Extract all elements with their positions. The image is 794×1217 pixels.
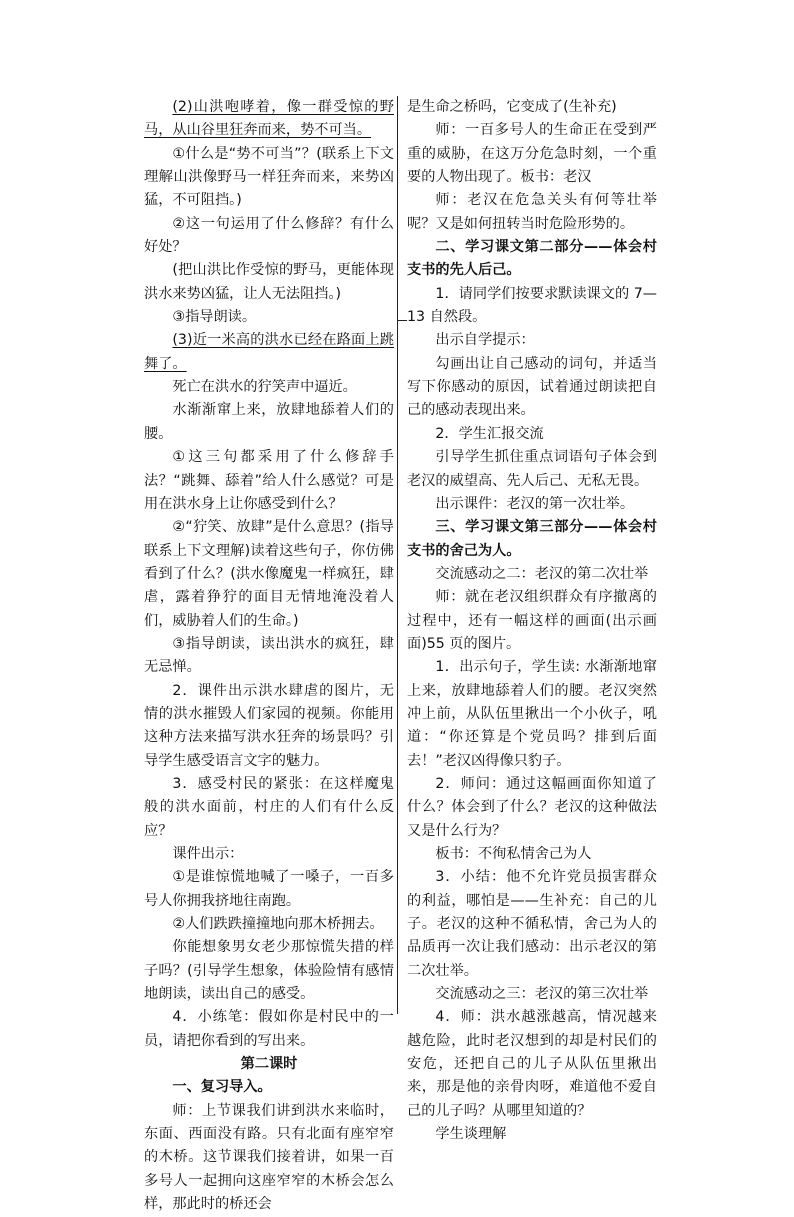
right-para-15: 板书：不徇私情舍己为人 xyxy=(435,846,592,862)
left-para-2: ②这一句运用了什么修辞？有什么好处？ xyxy=(144,215,394,256)
right-para-7: 2．学生汇报交流 xyxy=(435,425,544,442)
left-para-17: 4．小练笔：假如你是村民中的一员，请把你看到的写出来。 xyxy=(144,1009,394,1049)
right-para-11: 交流感动之二：老汉的第二次壮举 xyxy=(435,565,649,582)
right-para-6: 勾画出让自己感动的词句，并适当写下你感动的原因，试着通过朗读把自己的感动表现出来。 xyxy=(407,355,657,419)
right-para-17: 交流感动之三：老汉的第三次壮举 xyxy=(435,986,649,1003)
left-para-12: 3．感受村民的紧张：在这样魔鬼般的洪水面前，村庄的人们有什么反应？ xyxy=(144,775,394,839)
left-para-8: ①这三句都采用了什么修辞手法？“跳舞、舔着”给人什么感觉？可是用在洪水身上让你感受到什么？ xyxy=(144,449,394,512)
right-para-8: 引导学生抓住重点词语句子体会到老汉的威望高、先人后己、无私无畏。 xyxy=(407,449,657,489)
right-para-13: 1．出示句子，学生读: 水渐渐地窜上来，放肆地舔着人们的腰。老汉突然冲上前，从队伍里揪出一个小伙子，吼道：“你还算是个党员吗？排到后面去！”老汉凶得像只豹子。 xyxy=(407,659,657,769)
left-para-19: 一、复习导入。 xyxy=(172,1079,272,1096)
right-para-3: 二、学习课文第二部分——体会村支书的先人后己。 xyxy=(407,239,657,279)
left-para-3: (把山洪比作受惊的野马，更能体现洪水来势凶猛，让人无法阻挡。) xyxy=(144,262,394,302)
left-para-7: 水渐渐窜上来，放肆地舔着人们的腰。 xyxy=(144,402,394,442)
left-para-11: 2．课件出示洪水肆虐的图片，无情的洪水摧毁人们家园的视频。你能用这种方法来描写洪水狂奔的场景吗？引导学生感受语言文字的魅力。 xyxy=(144,682,394,769)
right-para-12: 师：就在老汉组织群众有序撤离的过程中，还有一幅这样的画面(出示画面)55 页的图片。 xyxy=(407,589,657,652)
right-para-14: 2．师问：通过这幅画面你知道了什么？体会到了什么？老汉的这种做法又是什么行为？ xyxy=(407,775,657,839)
right-para-10: 三、学习课文第三部分——体会村支书的舍己为人。 xyxy=(407,519,657,559)
left-para-5: (3)近一米高的洪水已经在路面上跳舞了。 xyxy=(144,332,394,372)
left-para-15: ②人们跌跌撞撞地向那木桥拥去。 xyxy=(172,916,384,933)
left-para-13: 课件出示： xyxy=(172,846,244,862)
left-column xyxy=(144,96,394,1217)
left-para-4: ③指导朗读。 xyxy=(172,309,257,326)
left-para-9: ②“狞笑、放肆”是什么意思？(指导联系上下文理解)读着这些句子，你仿佛看到了什么？(洪水像魔鬼一样疯狂，肆虐，露着狰狞的面目无情地淹没着人们，威胁着人们的生命。) xyxy=(144,519,394,629)
right-para-9: 出示课件：老汉的第一次壮举。 xyxy=(435,495,635,512)
right-para-19: 学生谈理解 xyxy=(435,1126,507,1143)
left-para-10: ③指导朗读，读出洪水的疯狂，肆无忌惮。 xyxy=(144,635,394,676)
right-para-2: 师：老汉在危急关头有何等壮举呢？又是如何扭转当时危险形势的。 xyxy=(407,192,657,232)
left-para-20: 师：上节课我们讲到洪水来临时，东面、西面没有路。只有北面有座窄窄的木桥。这节课我们接着讲，如果一百多号人一起拥向这座窄窄的木桥会怎么样，那此时的桥还会 xyxy=(144,1102,394,1213)
left-para-0: (2)山洪咆哮着，像一群受惊的野马，从山谷里狂奔而来，势不可当。 xyxy=(144,99,394,139)
right-para-0: 是生命之桥吗，它变成了(生补充) xyxy=(407,99,617,115)
column-divider xyxy=(397,96,398,1014)
right-para-1: 师：一百多号人的生命正在受到严重的威胁，在这万分危急时刻，一个重要的人物出现了。板书：老汉 xyxy=(407,122,657,186)
right-para-5: 出示自学提示： xyxy=(435,332,535,349)
left-para-6: 死亡在洪水的狞笑声中逼近。 xyxy=(172,379,357,396)
left-para-16: 你能想象男女老少那惊慌失措的样子吗？(引导学生想象，体验险情有感情地朗读，读出自己的感受。 xyxy=(144,939,394,1003)
left-para-1: ①什么是“势不可当”？(联系上下文理解山洪像野马一样狂奔而来，来势凶猛，不可阻挡。) xyxy=(144,145,394,209)
right-para-4: 1．请同学们按要求默读课文的 7—13 自然段。 xyxy=(407,285,657,326)
divider-tick xyxy=(397,320,407,321)
right-para-18: 4．师：洪水越涨越高，情况越来越危险，此时老汉想到的却是村民们的安危，还把自己的儿子从队伍里揪出来，那是他的亲骨肉呀，难道他不爱自己的儿子吗？从哪里知道的？ xyxy=(407,1009,657,1119)
right-para-16: 3．小结：他不允许党员损害群众的利益，哪怕是——生补充：自己的儿子。老汉的这种不循私情，舍己为人的品质再一次让我们感动：出示老汉的第二次壮举。 xyxy=(407,869,657,979)
right-column xyxy=(407,96,657,1146)
section-title: 第二课时 xyxy=(240,1056,298,1073)
left-para-14: ①是谁惊慌地喊了一嗓子，一百多号人你拥我挤地往南跑。 xyxy=(144,869,394,909)
